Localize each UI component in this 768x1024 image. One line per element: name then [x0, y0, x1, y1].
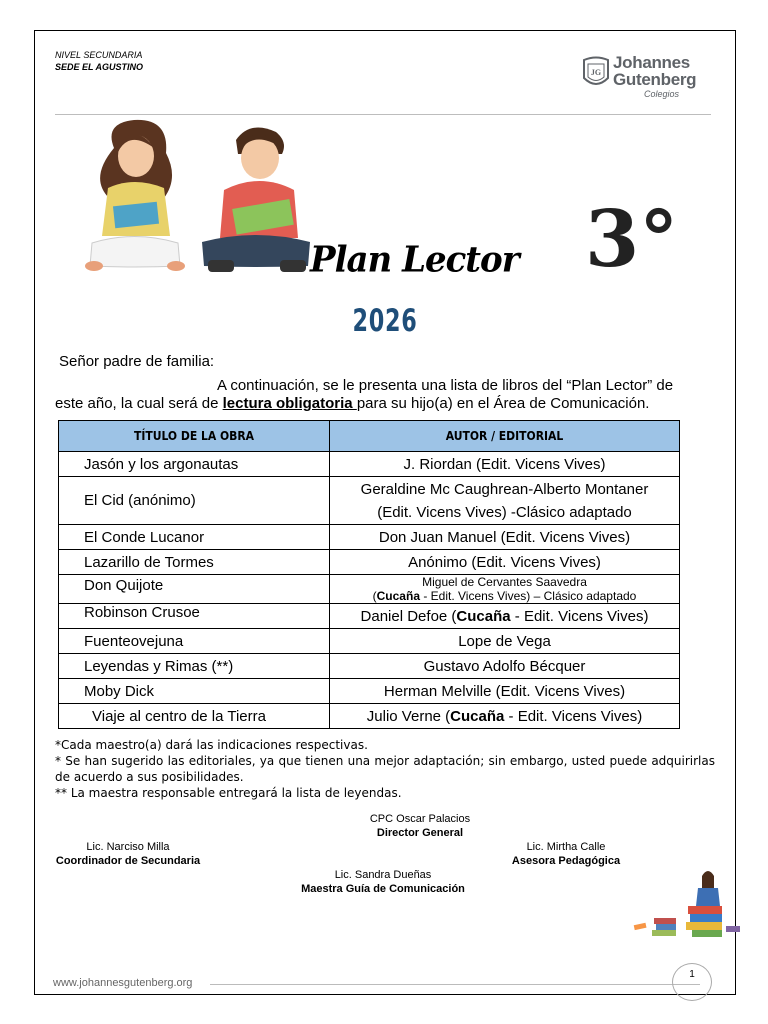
- book-author: Gustavo Adolfo Bécquer: [330, 654, 680, 679]
- level-label: NIVEL SECUNDARIA: [55, 50, 143, 60]
- book-title: Don Quijote: [59, 575, 330, 604]
- book-author: Miguel de Cervantes Saavedra (Cucaña - Edit. Vicens Vives) – Clásico adaptado: [330, 575, 680, 604]
- book-author: Daniel Defoe (Cucaña - Edit. Vicens Vives): [330, 604, 680, 629]
- girl-reading-illustration: [84, 118, 186, 274]
- book-author: Lope de Vega: [330, 629, 680, 654]
- book-title: Leyendas y Rimas (**): [59, 654, 330, 679]
- header-divider: [55, 114, 711, 115]
- table-header-row: [59, 421, 680, 452]
- author-column-header: AUTOR / EDITORIAL: [330, 421, 680, 452]
- book-title: Robinson Crusoe: [59, 604, 330, 629]
- table-row: [59, 550, 680, 575]
- table-row: [59, 452, 680, 477]
- boy-reading-illustration: [200, 120, 312, 274]
- footnote: * Se han sugerido las editoriales, ya que tienen una mejor adaptación; sin embargo, usted puede adquirirlas de acuerdo a sus posibilidades.: [55, 754, 715, 784]
- table-row: [59, 575, 680, 604]
- logo-emblem-icon: [582, 56, 610, 90]
- book-title: Fuenteovejuna: [59, 629, 330, 654]
- svg-text:JG: JG: [590, 68, 602, 77]
- year-label: 2026: [352, 303, 418, 339]
- signature-coordinator: Lic. Narciso Milla Coordinador de Secundaria: [55, 841, 201, 867]
- page-number: 1: [672, 963, 712, 1001]
- book-title: Lazarillo de Tormes: [59, 550, 330, 575]
- footnotes: [55, 737, 715, 801]
- signature-director: CPC Oscar Palacios Director General: [369, 813, 471, 839]
- signature-advisor: Lic. Mirtha Calle Asesora Pedagógica: [511, 841, 621, 867]
- table-row: [59, 654, 680, 679]
- book-author: Julio Verne (Cucaña - Edit. Vicens Vives): [330, 704, 680, 729]
- book-author: Herman Melville (Edit. Vicens Vives): [330, 679, 680, 704]
- table-row: [59, 679, 680, 704]
- page-title: Plan Lector: [310, 239, 519, 281]
- book-title: Viaje al centro de la Tierra: [59, 704, 330, 729]
- logo-name: Johannes Gutenberg: [613, 53, 697, 89]
- campus-label: SEDE EL AGUSTINO: [55, 62, 144, 72]
- table-row: [59, 477, 680, 525]
- footer-divider: [210, 984, 700, 985]
- intro-paragraph: A continuación, se le presenta una lista de libros del “Plan Lector” de este año, la cual será de lectura obligatoria para su hijo(a) en el Área de Comunicación.: [55, 377, 674, 412]
- book-author: Anónimo (Edit. Vicens Vives): [330, 550, 680, 575]
- greeting: Señor padre de familia:: [59, 353, 215, 370]
- books-stack-illustration: [632, 866, 744, 940]
- footer-website-link[interactable]: www.johannesgutenberg.org: [53, 977, 193, 989]
- mandatory-reading-emphasis: lectura obligatoria: [222, 395, 357, 412]
- book-title: El Cid (anónimo): [59, 477, 330, 525]
- book-title: Jasón y los argonautas: [59, 452, 330, 477]
- table-row: [59, 704, 680, 729]
- logo-subtitle: Colegios: [644, 89, 680, 99]
- book-author: J. Riordan (Edit. Vicens Vives): [330, 452, 680, 477]
- footnote: ** La maestra responsable entregará la lista de leyendas.: [55, 786, 402, 800]
- book-author: Don Juan Manuel (Edit. Vicens Vives): [330, 525, 680, 550]
- school-level: [55, 49, 143, 73]
- book-title: Moby Dick: [59, 679, 330, 704]
- table-row: [59, 604, 680, 629]
- school-logo: [582, 54, 717, 100]
- table-row: [59, 525, 680, 550]
- reading-list-table: [58, 420, 680, 729]
- signature-teacher: Lic. Sandra Dueñas Maestra Guía de Comunicación: [301, 869, 465, 895]
- grade-label: 3°: [585, 194, 679, 285]
- title-column-header: TÍTULO DE LA OBRA: [59, 421, 330, 452]
- book-title: El Conde Lucanor: [59, 525, 330, 550]
- footnote: *Cada maestro(a) dará las indicaciones respectivas.: [55, 738, 368, 752]
- book-author: Geraldine Mc Caughrean-Alberto Montaner (Edit. Vicens Vives) -Clásico adaptado: [330, 477, 680, 525]
- table-row: [59, 629, 680, 654]
